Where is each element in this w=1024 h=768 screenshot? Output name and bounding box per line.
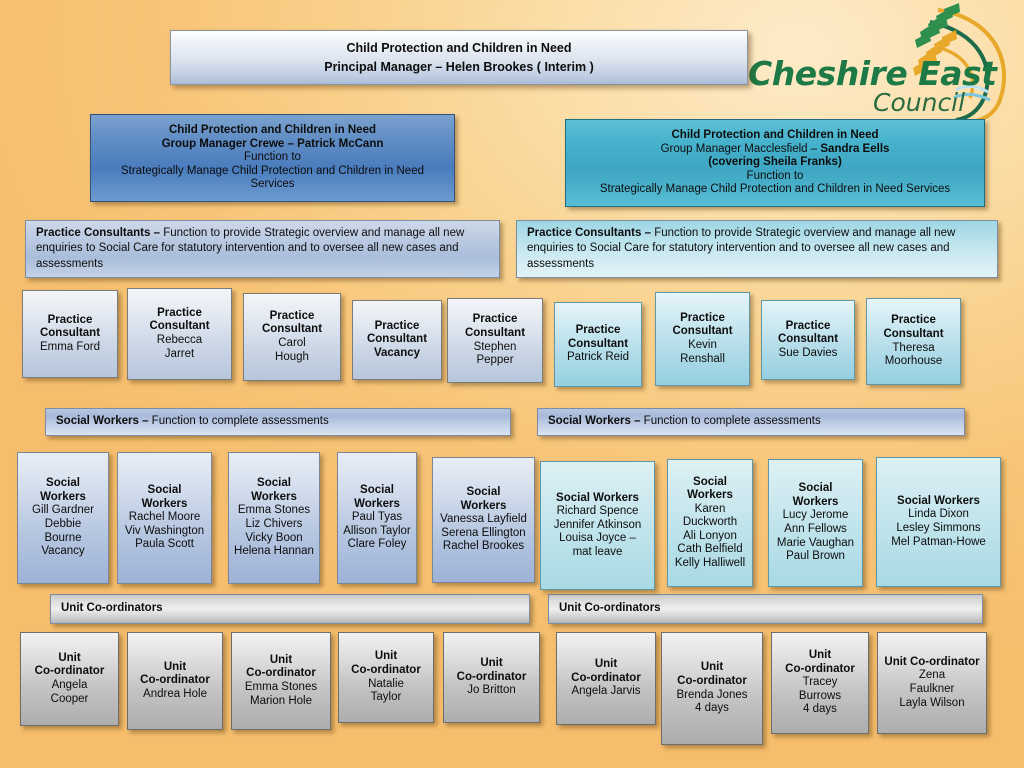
social-workers-person-name: Serena Ellington — [441, 526, 526, 539]
social-workers-role-line: Social — [257, 477, 291, 490]
unit-coordinator-card — [771, 632, 869, 734]
unit-coordinator-person-name: Tracey — [802, 676, 838, 689]
social-workers-role-line: Workers — [792, 495, 839, 508]
practice-consultant-card — [866, 298, 961, 385]
social-workers-person-name: Gill Gardner — [32, 504, 94, 517]
logo-wordmark: Cheshire East — [748, 54, 997, 93]
pc-banner-left-bold: Practice Consultants – — [36, 227, 164, 240]
practice-consultant-role-line: Consultant — [261, 323, 323, 336]
practice-consultants-banner-right — [516, 220, 998, 278]
unit-coordinator-person-name: Angela — [51, 679, 88, 691]
social-workers-person-name: Ann Fellows — [784, 523, 847, 535]
practice-consultant-person-name: Kevin — [688, 339, 717, 351]
social-workers-role-line: Workers — [251, 490, 297, 503]
social-workers-role-line: Social — [466, 486, 501, 499]
unit-coordinator-card — [20, 632, 119, 726]
social-workers-person-name: Kelly Halliwell — [674, 556, 746, 569]
uc-banner-right-text: Unit Co-ordinators — [559, 602, 661, 615]
social-workers-person-name: Louisa Joyce – — [559, 532, 636, 545]
unit-coordinator-person-name: Burrows — [798, 689, 842, 702]
unit-coordinator-role-line: Unit — [269, 653, 293, 666]
gm-title-crewe: Child Protection and Children in Need — [168, 124, 376, 137]
social-workers-person-name: Helena Hannan — [234, 545, 314, 558]
practice-consultant-role-line: Practice — [47, 313, 93, 326]
unit-coordinator-card — [231, 632, 331, 730]
social-workers-person-name: Jennifer Atkinson — [553, 518, 642, 531]
sw-banner-right-bold: Social Workers – — [548, 415, 644, 428]
unit-coordinator-role-line: Unit — [700, 661, 724, 674]
practice-consultant-role-line: Consultant — [149, 320, 210, 333]
uc-banner-left-text: Unit Co-ordinators — [61, 602, 163, 615]
unit-coordinator-card — [443, 632, 540, 723]
practice-consultant-role-line: Practice — [785, 319, 831, 332]
social-workers-person-name: Marie Vaughan — [776, 536, 855, 549]
social-workers-person-name: Duckworth — [682, 516, 738, 529]
practice-consultant-role-line: Consultant — [777, 333, 839, 346]
social-workers-card — [432, 457, 535, 583]
social-workers-role-line: Workers — [40, 490, 86, 503]
logo-subword: Council — [873, 88, 966, 117]
practice-consultants-banner-left — [25, 220, 500, 278]
gm-covering-macclesfield: (covering Sheila Franks) — [708, 156, 842, 169]
unit-coordinator-person-name: Zena — [918, 669, 946, 682]
unit-coordinator-person-name: Taylor — [370, 691, 402, 704]
practice-consultant-status: Vacancy — [373, 346, 421, 359]
practice-consultant-person-name: Hough — [275, 350, 309, 363]
unit-coordinator-person-name: Cooper — [50, 692, 89, 705]
social-workers-person-name: Richard Spence — [556, 505, 639, 518]
page-title-line2: Principal Manager – Helen Brookes ( Interim ) — [324, 59, 594, 74]
social-workers-person-name: Emma Stones — [237, 504, 311, 517]
sw-banner-left-text: Function to complete assessments — [151, 415, 329, 428]
gm-function-label-crewe: Function to — [244, 151, 301, 164]
social-workers-card — [667, 459, 753, 587]
social-workers-banner-right — [537, 408, 965, 436]
unit-coordinator-person-name: Marion Hole — [250, 694, 312, 707]
unit-coordinator-card — [127, 632, 223, 730]
social-workers-person-name: Cath Belfield — [677, 543, 743, 556]
cheshire-east-council-logo — [742, 2, 1018, 124]
unit-coordinator-person-name: Jo Britton — [467, 684, 516, 697]
practice-consultant-role-line: Consultant — [672, 325, 733, 338]
unit-coordinator-role-line: Co-ordinator — [571, 671, 641, 684]
practice-consultant-person-name: Rebecca — [156, 334, 203, 346]
social-workers-role-line: Workers — [354, 497, 400, 510]
social-workers-role-line: Social — [147, 484, 182, 497]
unit-coordinator-role-line: Co-ordinator — [140, 674, 210, 687]
pc-banner-left-text: Function to provide Strategic overview and manage all new enquiries to Social Care for statutory intervention and to oversee all new cases and assessments — [36, 227, 465, 270]
unit-coordinator-card — [338, 632, 434, 723]
social-workers-person-name: Rachel Brookes — [442, 540, 525, 553]
gm-manager-crewe: Group Manager Crewe – Patrick McCann — [161, 137, 384, 150]
social-workers-person-name: Lesley Simmons — [896, 522, 981, 534]
social-workers-person-name: Debbie — [44, 518, 82, 530]
practice-consultant-card — [352, 300, 442, 380]
gm-function-label-macclesfield: Function to — [746, 169, 804, 182]
practice-consultant-person-name: Pepper — [476, 354, 514, 367]
social-workers-person-name: Paula Scott — [135, 538, 194, 551]
social-workers-role-line: Social — [360, 484, 394, 497]
unit-coordinator-role-line: Unit — [808, 649, 832, 662]
social-workers-person-name: Paul Brown — [786, 550, 845, 563]
social-workers-card — [540, 461, 655, 590]
social-workers-person-name: Viv Washington — [124, 524, 205, 537]
social-workers-card — [337, 452, 417, 584]
practice-consultant-person-name: Theresa — [892, 341, 935, 354]
unit-coordinator-role-line: Co-ordinator — [456, 670, 527, 683]
social-workers-card — [876, 457, 1001, 587]
practice-consultant-person-name: Jarret — [164, 347, 195, 360]
pc-banner-right-bold: Practice Consultants – — [527, 227, 655, 240]
social-workers-person-name: Vicky Boon — [245, 531, 303, 544]
social-workers-banner-left — [45, 408, 511, 436]
practice-consultant-person-name: Moorhouse — [884, 355, 943, 368]
practice-consultant-role-line: Consultant — [366, 333, 428, 346]
practice-consultant-person-name: Renshall — [680, 352, 725, 365]
gm-title-macclesfield: Child Protection and Children in Need — [671, 129, 879, 142]
unit-coordinator-person-name: Faulkner — [909, 683, 955, 695]
wheat-green-icon — [915, 3, 960, 48]
gm-manager-macclesfield: Group Manager Macclesfield – Sandra Eells — [660, 142, 890, 155]
unit-coordinator-person-name: 4 days — [803, 703, 837, 716]
social-workers-role: Social Workers — [897, 494, 980, 507]
unit-coordinator-role-line: Co-ordinator — [785, 662, 855, 675]
gm-function-text-macclesfield: Strategically Manage Child Protection and Children in Need Services — [599, 183, 951, 196]
practice-consultant-card — [243, 293, 341, 381]
practice-consultant-person-name: Carol — [278, 337, 306, 349]
practice-consultant-role-line: Consultant — [39, 327, 101, 340]
page-title-box — [170, 30, 748, 85]
sw-banner-left-bold: Social Workers – — [56, 415, 152, 428]
social-workers-card — [768, 459, 863, 587]
gm-function-text-crewe: Strategically Manage Child Protection and Children in Need Services — [120, 164, 424, 191]
unit-coordinator-person-name: Layla Wilson — [899, 696, 965, 709]
social-workers-card — [117, 452, 212, 584]
unit-coordinator-role-line: Unit — [594, 658, 618, 671]
social-workers-person-name: Clare Foley — [347, 538, 407, 551]
practice-consultant-role-line: Practice — [680, 311, 725, 324]
unit-coordinators-banner-left — [50, 594, 530, 624]
social-workers-role-line: Social — [46, 477, 80, 490]
unit-coordinator-role-line: Unit — [58, 651, 81, 664]
page-title-line1: Child Protection and Children in Need — [346, 40, 572, 55]
pc-banner-right-text: Function to provide Strategic overview and manage all new enquiries to Social Care for statutory intervention and to oversee all new cases and assessments — [527, 227, 956, 270]
group-manager-box-crewe — [90, 114, 455, 202]
group-manager-box-macclesfield — [565, 119, 985, 207]
social-workers-role-line: Workers — [460, 499, 507, 512]
unit-coordinator-role: Unit Co-ordinator — [884, 655, 980, 668]
practice-consultant-card — [447, 298, 543, 383]
practice-consultant-role-line: Practice — [891, 314, 936, 327]
practice-consultant-role-line: Consultant — [567, 337, 629, 350]
social-workers-role: Social Workers — [556, 491, 639, 504]
practice-consultant-card — [22, 290, 118, 378]
social-workers-person-name: Rachel Moore — [128, 511, 201, 524]
practice-consultant-person-name: Sue Davies — [778, 346, 838, 359]
unit-coordinator-role-line: Unit — [374, 650, 398, 663]
social-workers-role-line: Workers — [141, 497, 188, 510]
unit-coordinator-person-name: Natalie — [368, 677, 404, 690]
social-workers-role-line: Social — [798, 482, 833, 495]
social-workers-card — [228, 452, 320, 584]
social-workers-role-line: Social — [693, 475, 727, 488]
unit-coordinator-role-line: Co-ordinator — [246, 667, 316, 680]
unit-coordinator-card — [661, 632, 763, 745]
unit-coordinators-banner-right — [548, 594, 983, 624]
unit-coordinator-role-line: Co-ordinator — [34, 665, 105, 678]
social-workers-person-name: Liz Chivers — [245, 518, 303, 530]
practice-consultant-role-line: Practice — [269, 309, 315, 322]
social-workers-person-name: Vanessa Layfield — [440, 513, 527, 526]
social-workers-person-name: Karen — [694, 502, 726, 515]
practice-consultant-role-line: Consultant — [464, 326, 526, 339]
unit-coordinator-person-name: Angela Jarvis — [571, 685, 641, 698]
social-workers-person-name: Bourne — [44, 531, 82, 544]
unit-coordinator-role-line: Unit — [480, 657, 503, 670]
unit-coordinator-person-name: Andrea Hole — [143, 687, 207, 700]
social-workers-person-name: mat leave — [572, 545, 623, 558]
unit-coordinator-card — [877, 632, 987, 734]
practice-consultant-person-name: Patrick Reid — [567, 351, 629, 364]
practice-consultant-card — [554, 302, 642, 387]
unit-coordinator-person-name: 4 days — [695, 702, 729, 715]
unit-coordinator-role-line: Co-ordinator — [351, 663, 421, 676]
practice-consultant-card — [655, 292, 750, 386]
social-workers-person-name: Allison Taylor — [343, 524, 411, 537]
practice-consultant-role-line: Practice — [157, 306, 202, 319]
practice-consultant-role-line: Consultant — [883, 327, 944, 340]
practice-consultant-card — [127, 288, 232, 380]
unit-coordinator-role-line: Unit — [163, 660, 187, 673]
practice-consultant-role-line: Practice — [575, 324, 621, 337]
unit-coordinator-person-name: Brenda Jones — [676, 688, 748, 701]
practice-consultant-card — [761, 300, 855, 380]
social-workers-person-name: Linda Dixon — [908, 508, 969, 521]
social-workers-person-name: Mel Patman-Howe — [891, 535, 986, 548]
unit-coordinator-card — [556, 632, 656, 725]
social-workers-role-line: Workers — [687, 489, 733, 502]
practice-consultant-person-name: Stephen — [473, 340, 517, 353]
sw-banner-right-text: Function to complete assessments — [643, 415, 821, 428]
unit-coordinator-person-name: Emma Stones — [244, 681, 318, 693]
social-workers-person-name: Lucy Jerome — [782, 509, 849, 522]
social-workers-card — [17, 452, 109, 584]
social-workers-person-name: Paul Tyas — [351, 511, 403, 524]
practice-consultant-role-line: Practice — [374, 319, 420, 332]
unit-coordinator-role-line: Co-ordinator — [677, 674, 747, 687]
practice-consultant-role-line: Practice — [472, 313, 518, 326]
practice-consultant-person-name: Emma Ford — [39, 340, 101, 353]
social-workers-person-name: Vacancy — [41, 545, 85, 558]
social-workers-person-name: Ali Lonyon — [683, 529, 737, 542]
